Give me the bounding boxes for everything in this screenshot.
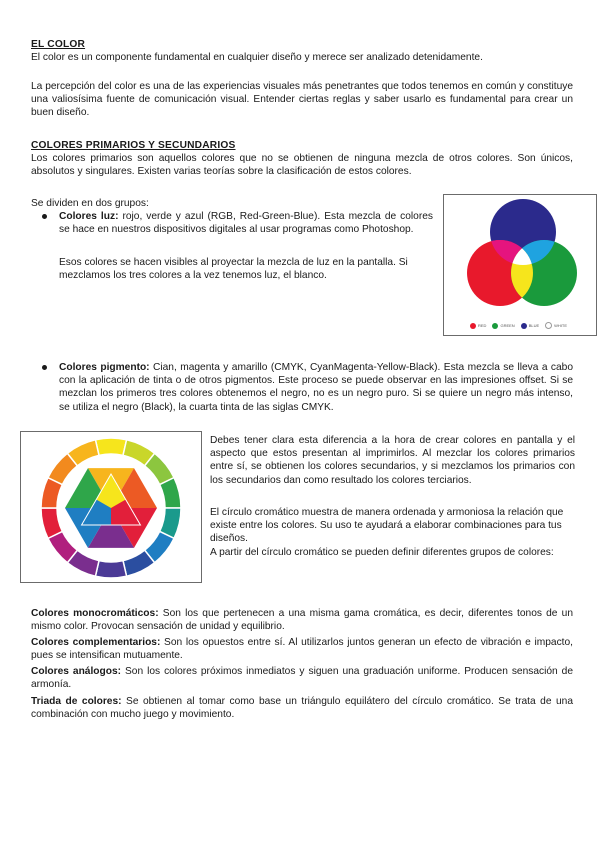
color-wheel-image <box>20 431 202 583</box>
rgb-diagram-image <box>443 194 597 336</box>
rgb-venn-diagram <box>444 195 596 335</box>
mono-text: Son los que pertenecen a una misma gama cromática, es decir, diferentes tonos de un mismo color. Provocan sensación de unidad y equilibrio. <box>31 608 573 633</box>
group-monocromaticos <box>31 607 573 633</box>
colores-luz-label: Colores luz: <box>59 211 119 222</box>
mono-label: Colores monocromáticos: <box>31 608 159 619</box>
legend-green: GREEN <box>500 323 515 328</box>
legend-blue: BLUE <box>528 323 540 328</box>
groups-intro: Se dividen en dos grupos: <box>31 198 149 209</box>
bullet-dot-2 <box>42 365 47 370</box>
legend-red: RED <box>478 323 487 328</box>
bullet-colores-luz <box>59 210 433 236</box>
colores-luz-extra: Esos colores se hacen visibles al proyectar la mezcla de luz en la pantalla. Si mezclamos los tres colores a la vez tenemos luz, el blanco. <box>59 257 408 282</box>
legend-white: WHITE <box>554 323 568 328</box>
legend-red-dot <box>470 323 476 329</box>
bullet-colores-pigmento <box>59 361 573 414</box>
color-wheel <box>21 432 201 582</box>
legend-green-dot <box>492 323 498 329</box>
legend-blue-dot <box>521 323 527 329</box>
comp-text: Son los opuestos entre sí. Al utilizarlos juntos generan un efecto de vibración e impacto, pues se intensifican mutuamente. <box>31 637 574 662</box>
legend-white-dot <box>545 322 552 329</box>
groups-lead: A partir del círculo cromático se pueden definir diferentes grupos de colores: <box>210 547 554 558</box>
primary-colors-paragraph: Los colores primarios son aquellos colores que no se obtienen de ninguna mezcla de otros colores. Son únicos, absolutos y singulares. Existen varias teorías sobre la clasificación de estos colores. <box>31 153 573 178</box>
wheel-segment <box>95 561 126 578</box>
comp-label: Colores complementarios: <box>31 637 161 648</box>
analog-text: Son los colores próximos inmediatos y siguen una graduación uniforme. Producen sensación de armonía. <box>31 666 573 691</box>
group-triada <box>31 695 573 721</box>
analog-label: Colores análogos: <box>31 666 122 677</box>
bullet-dot-1 <box>42 214 47 219</box>
wheel-paragraph: El círculo cromático muestra de manera ordenada y armoniosa la relación que existe entre los colores. Su uso te ayudará a elaborar combinaciones para tus diseños. <box>210 507 564 545</box>
triad-label: Triada de colores: <box>31 696 122 707</box>
intro-text: El color es un componente fundamental en cualquier diseño y merece ser analizado detenidamente. <box>31 52 483 63</box>
colores-pigmento-text: Cian, magenta y amarillo (CMYK, CyanMagenta-Yellow-Black). Esta mezcla se lleva a cabo con la aplicación de tinta o de otros pigmentos. Este proceso se puede observar en las impresiones offset. Si se mezclan los primeros tres colores obtenemos el negro, no es un negro puro. Si se quiere un negro más intenso, se utiliza el negro (Black), la cuarta tinta de las siglas CMYK. <box>59 362 573 413</box>
colores-pigmento-label: Colores pigmento: <box>59 362 150 373</box>
section-title-el-color: EL COLOR <box>31 39 86 50</box>
group-complementarios <box>31 636 573 662</box>
section-title-primarios: COLORES PRIMARIOS Y SECUNDARIOS <box>31 140 236 151</box>
difference-paragraph: Debes tener clara esta diferencia a la hora de crear colores en pantalla y el aspecto que estos presentan al imprimirlos. Al mezclar los colores primarios entre sí, se obtienen los colores secundarios, y si mezclamos los primarios con los secundarios dan como resultado los colores terciarios. <box>210 435 575 486</box>
wheel-segment <box>95 438 126 455</box>
colores-luz-text: rojo, verde y azul (RGB, Red-Green-Blue). Esta mezcla de colores se hace en nuestros dispositivos digitales al usar programas como Photoshop. <box>59 211 433 236</box>
rgb-legend <box>470 322 567 329</box>
triad-text: Se obtienen al tomar como base un triángulo equilátero del círculo cromático. Se trata de una combinación con mucho juego y movimiento. <box>31 696 573 721</box>
group-analogos <box>31 665 573 691</box>
perception-paragraph: La percepción del color es una de las experiencias visuales más penetrantes que todos tenemos en común y constituye una valiosísima fuente de comunicación visual. Entender ciertas reglas y saber usarlo es fundamental para crear un buen diseño. <box>31 81 573 119</box>
